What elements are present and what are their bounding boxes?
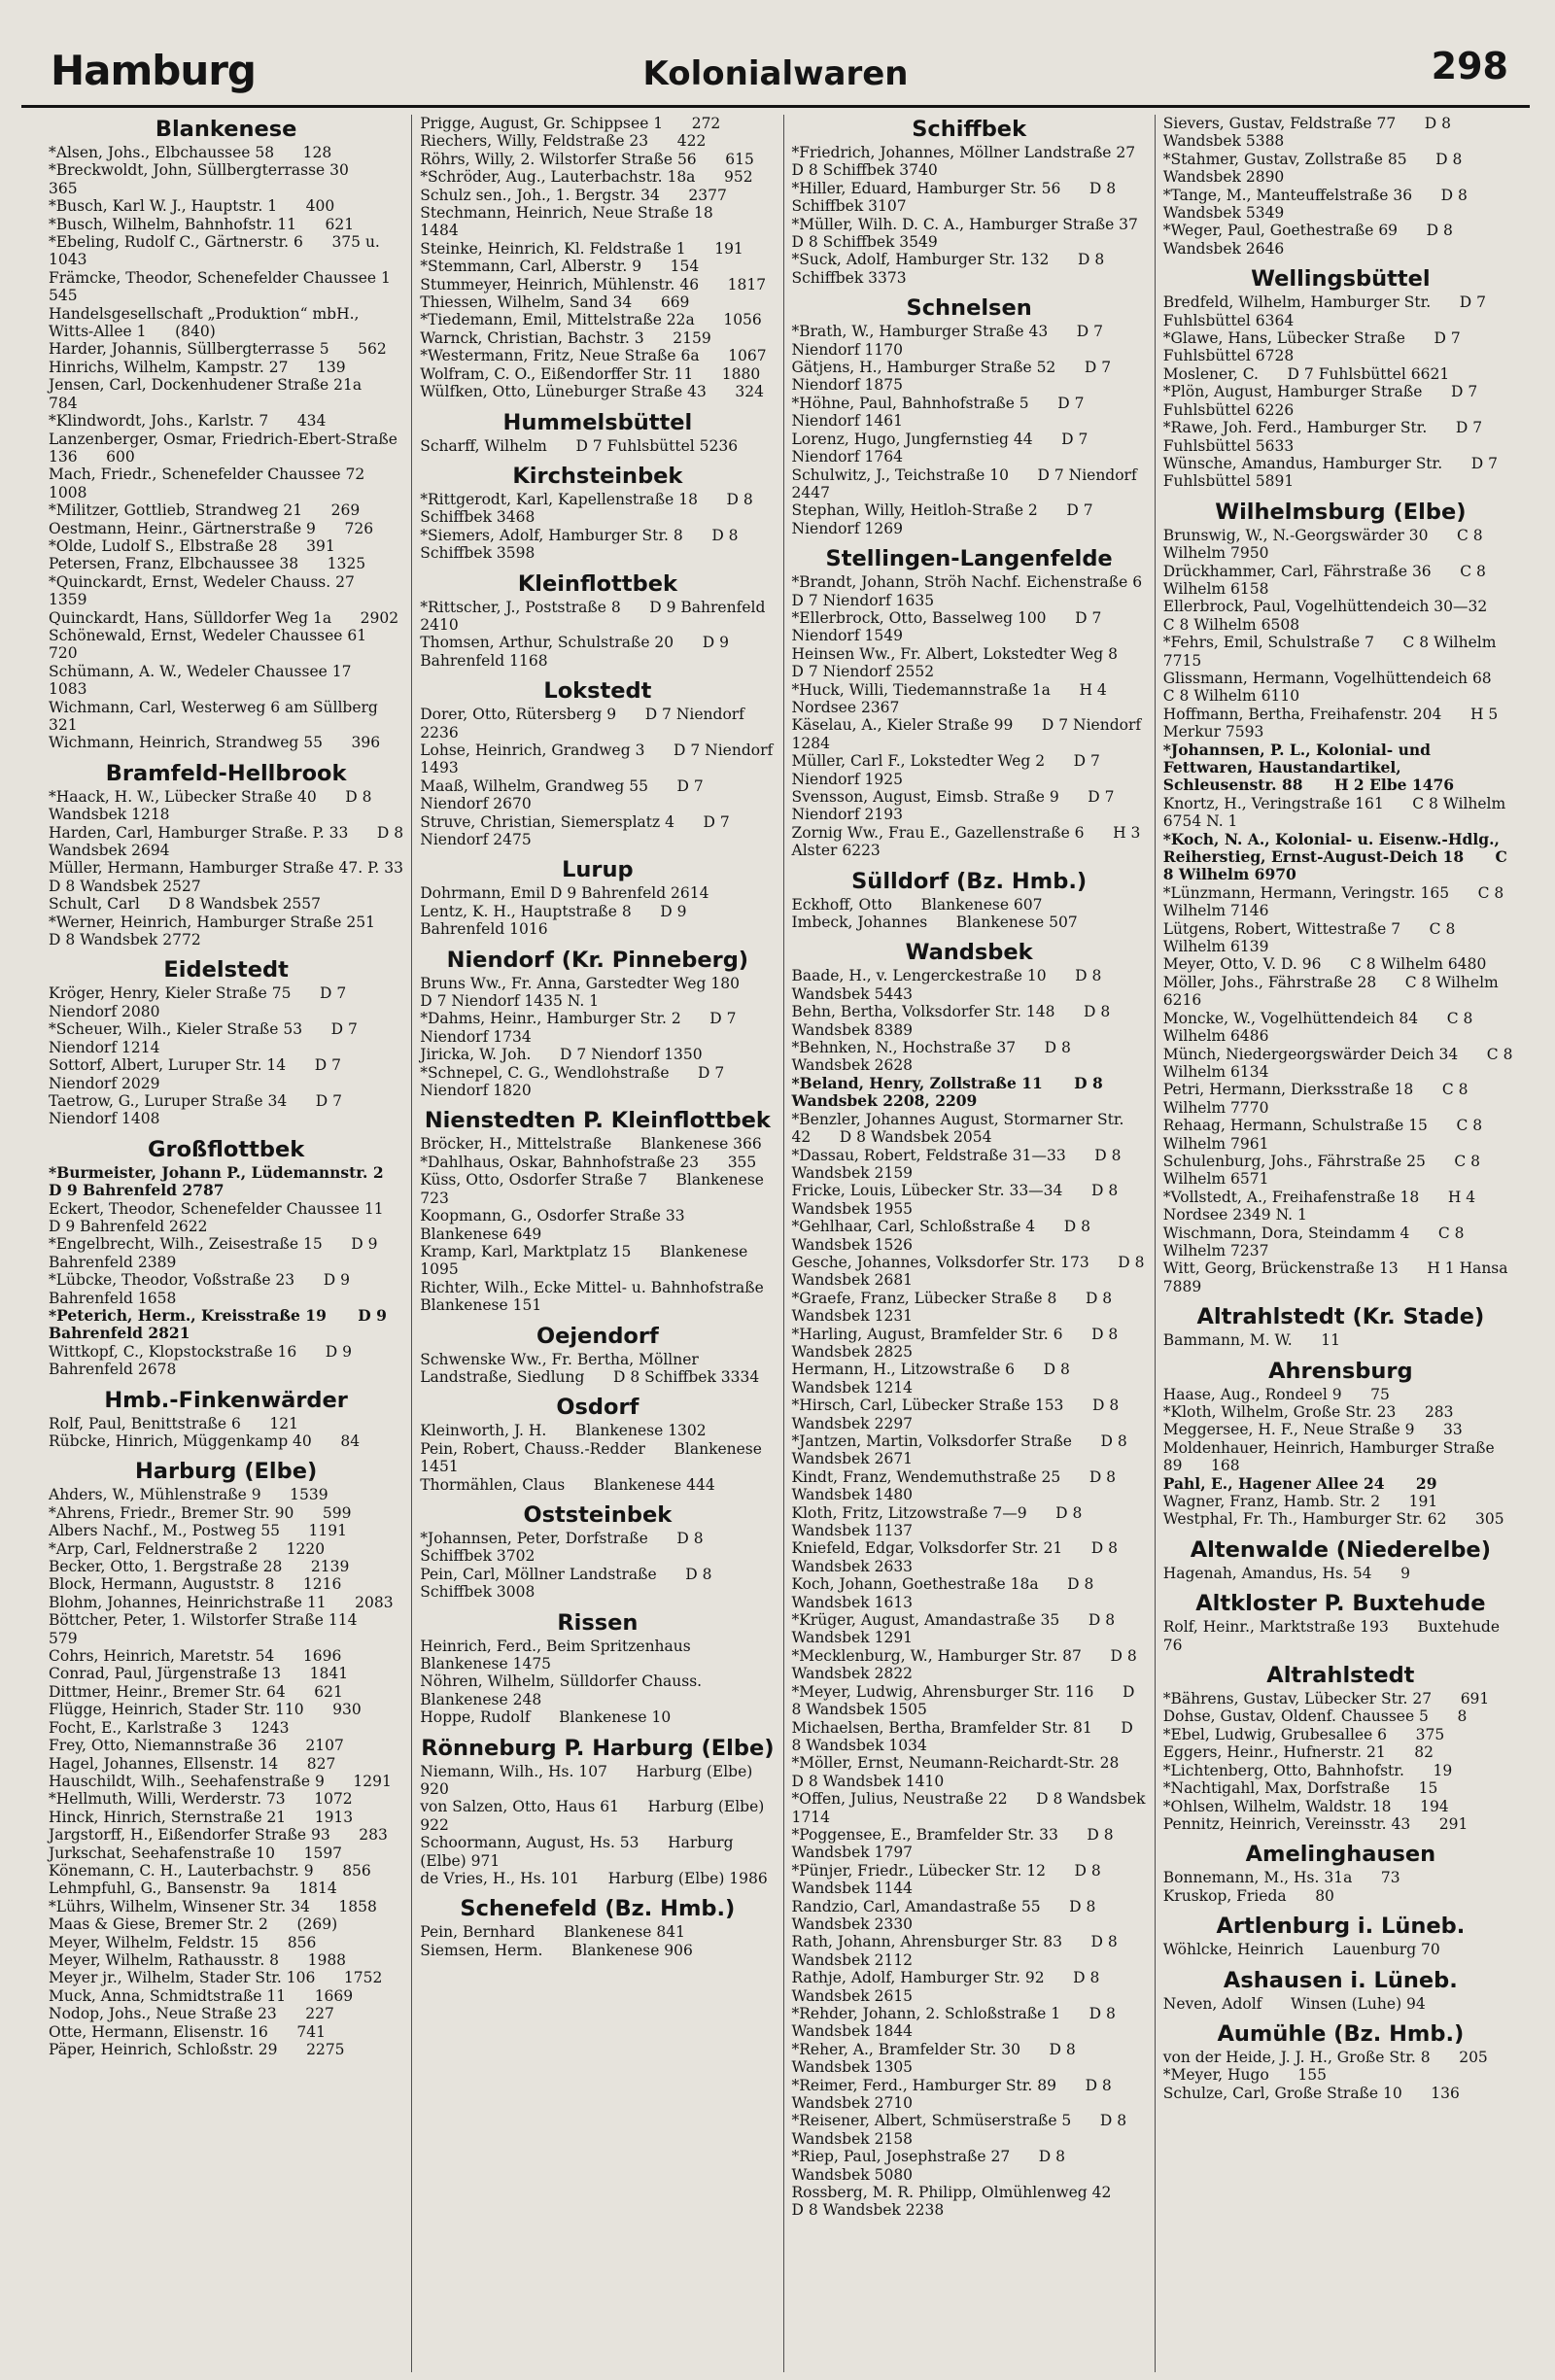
directory-entry: *Johannsen, Peter, Dorfstraße D 8 Schiffbek 3702 xyxy=(420,1529,708,1566)
directory-entry: *Johannsen, P. L., Kolonial- und Fettwaren, Haustandartikel, Schleusenstr. 88 H 2 Elbe 1476 xyxy=(1162,740,1455,795)
directory-entry: Schoormann, August, Hs. 53 Harburg (Elbe) 971 xyxy=(420,1834,739,1870)
directory-entry: Meyer jr., Wilhelm, Stader Str. 106 1752 xyxy=(49,1969,383,1987)
directory-entry: Gesche, Johannes, Volksdorfer Str. 173 D 8 Wandsbek 2681 xyxy=(791,1253,1150,1290)
directory-entry: *Tange, M., Manteuffelstraße 36 D 8 Wandsbek 5349 xyxy=(1162,186,1472,223)
directory-entry: Sottorf, Albert, Luruper Str. 14 D 7 Niendorf 2029 xyxy=(49,1056,346,1092)
directory-entry: Taetrow, G., Luruper Straße 34 D 7 Niendorf 1408 xyxy=(49,1091,347,1128)
directory-entry: Röhrs, Willy, 2. Wilstorfer Straße 56 615 xyxy=(420,150,754,168)
directory-entry: *Reimer, Ferd., Hamburger Str. 89 D 8 Wandsbek 2710 xyxy=(791,2076,1117,2113)
directory-entry: Pahl, E., Hagener Allee 24 29 xyxy=(1162,1473,1437,1493)
directory-entry: Schult, Carl D 8 Wandsbek 2557 xyxy=(49,895,322,914)
directory-entry: Thomsen, Arthur, Schulstraße 20 D 9 Bahrenfeld 1168 xyxy=(420,634,734,670)
directory-entry: Witt, Georg, Brückenstraße 13 H 1 Hansa 7889 xyxy=(1162,1259,1513,1295)
directory-entry: *Mecklenburg, W., Hamburger Str. 87 D 8 Wandsbek 2822 xyxy=(791,1646,1142,1683)
directory-entry: *Ellerbrock, Otto, Basselweg 100 D 7 Niendorf 1549 xyxy=(791,608,1107,645)
section-heading: Stellingen-Langenfelde xyxy=(825,546,1113,572)
directory-entry: *Siemers, Adolf, Hamburger Str. 8 D 8 Schiffbek 3598 xyxy=(420,526,743,563)
directory-entry: *Graefe, Franz, Lübecker Straße 8 D 8 Wandsbek 1231 xyxy=(791,1289,1118,1326)
directory-entry: Imbeck, Johannes Blankenese 507 xyxy=(791,914,1078,932)
directory-entry: Glissmann, Hermann, Vogelhüttendeich 68 C 8 Wilhelm 6110 xyxy=(1162,669,1521,706)
directory-entry: Warnck, Christian, Bachstr. 3 2159 xyxy=(420,328,711,347)
section-heading: Altkloster P. Buxtehude xyxy=(1195,1591,1486,1617)
directory-entry: Wittkopf, C., Klopstockstraße 16 D 9 Bahrenfeld 2678 xyxy=(49,1342,357,1379)
directory-entry: *Brandt, Johann, Ströh Nachf. Eichenstraße 6 D 7 Niendorf 1635 xyxy=(791,573,1171,609)
section-heading: Altrahlstedt xyxy=(1266,1663,1415,1689)
directory-entry: Block, Hermann, Auguststr. 8 1216 xyxy=(49,1575,342,1594)
directory-entry: Schulenburg, Johs., Fährstraße 25 C 8 Wilhelm 6571 xyxy=(1162,1152,1485,1189)
directory-entry: Schümann, A. W., Wedeler Chaussee 17 1083 xyxy=(49,662,381,699)
directory-entry: *Huck, Willi, Tiedemannstraße 1a H 4 Nordsee 2367 xyxy=(791,680,1112,716)
directory-entry: Rolf, Heinr., Marktstraße 193 Buxtehude 76 xyxy=(1162,1618,1504,1654)
directory-entry: Michaelsen, Bertha, Bramfelder Str. 81 D 8 Wandsbek 1034 xyxy=(791,1718,1138,1754)
directory-entry: Böttcher, Peter, 1. Wilstorfer Straße 114 579 xyxy=(49,1611,387,1647)
directory-entry: Wischmann, Dora, Steindamm 4 C 8 Wilhelm 7237 xyxy=(1162,1224,1469,1259)
directory-entry: Pein, Carl, Möllner Landstraße D 8 Schiffbek 3008 xyxy=(420,1565,717,1602)
directory-entry: *Breckwoldt, John, Süllbergterrasse 30 365 xyxy=(49,161,378,197)
directory-entry: Moncke, W., Vogelhüttendeich 84 C 8 Wilhelm 6486 xyxy=(1162,1009,1478,1046)
directory-entry: *Pünjer, Friedr., Lübecker Str. 12 D 8 Wandsbek 1144 xyxy=(791,1861,1106,1898)
directory-entry: *Kloth, Wilhelm, Große Str. 23 283 xyxy=(1162,1403,1454,1421)
section-heading: Altenwalde (Niederelbe) xyxy=(1190,1536,1491,1563)
directory-entry: Küss, Otto, Osdorfer Straße 7 Blankenese 723 xyxy=(420,1171,769,1207)
directory-entry: Eckert, Theodor, Schenefelder Chaussee 11 D 9 Bahrenfeld 2622 xyxy=(49,1199,413,1235)
directory-entry: *Lichtenberg, Otto, Bahnhofstr. 19 xyxy=(1162,1761,1453,1779)
directory-entry: Wichmann, Carl, Westerweg 6 am Süllberg 321 xyxy=(49,698,407,734)
directory-entry: Knortz, H., Veringstraße 161 C 8 Wilhelm 6754 N. 1 xyxy=(1162,794,1511,831)
directory-entry: *Plön, August, Hamburger Straße D 7 Fuhlsbüttel 6226 xyxy=(1162,383,1483,419)
directory-entry: Lütgens, Robert, Wittestraße 7 C 8 Wilhelm 6139 xyxy=(1162,919,1461,956)
directory-entry: *Friedrich, Johannes, Möllner Landstraße 27 D 8 Schiffbek 3740 xyxy=(791,144,1164,180)
directory-entry: Kruskop, Frieda 80 xyxy=(1162,1886,1334,1905)
section-heading: Bramfeld-Hellbrook xyxy=(105,760,347,786)
directory-entry: Meggersee, H. F., Neue Straße 9 33 xyxy=(1162,1421,1463,1439)
directory-entry: Hinck, Hinrich, Sternstraße 21 1913 xyxy=(49,1808,354,1826)
directory-entry: Neven, Adolf Winsen (Luhe) 94 xyxy=(1162,1994,1426,2013)
section-heading: Blankenese xyxy=(155,117,297,142)
directory-entry: Koch, Johann, Goethestraße 18a D 8 Wandsbek 1613 xyxy=(791,1575,1099,1611)
directory-entry: Nöhren, Wilhelm, Sülldorfer Chauss. Blankenese 248 xyxy=(420,1673,731,1708)
directory-entry: Hagenah, Amandus, Hs. 54 9 xyxy=(1162,1564,1410,1582)
directory-entry: Eggers, Heinr., Hufnerstr. 21 82 xyxy=(1162,1743,1434,1762)
directory-entry: *Militzer, Gottlieb, Strandweg 21 269 xyxy=(49,501,361,520)
directory-entry: *Nachtigahl, Max, Dorfstraße 15 xyxy=(1162,1779,1438,1798)
directory-entry: Oestmann, Heinr., Gärtnerstraße 9 726 xyxy=(49,519,374,537)
directory-entry: *Rittscher, J., Poststraße 8 D 9 Bahrenfeld 2410 xyxy=(420,598,771,634)
directory-entry: Baade, H., v. Lengerckestraße 10 D 8 Wandsbek 5443 xyxy=(791,967,1107,1003)
directory-entry: *Arp, Carl, Feldnerstraße 2 1220 xyxy=(49,1539,326,1558)
directory-entry: Dorer, Otto, Rütersberg 9 D 7 Niendorf 2236 xyxy=(420,706,749,742)
column-2 xyxy=(411,115,793,2372)
directory-entry: Fricke, Louis, Lübecker Str. 33—34 D 8 Wandsbek 1955 xyxy=(791,1182,1123,1218)
directory-entry: Wagner, Franz, Hamb. Str. 2 191 xyxy=(1162,1493,1438,1511)
directory-entry: *Hirsch, Carl, Lübecker Straße 153 D 8 Wandsbek 2297 xyxy=(791,1397,1124,1432)
directory-entry: Rossberg, M. R. Philipp, Olmühlenweg 42 D 8 Wandsbek 2238 xyxy=(791,2184,1140,2220)
directory-entry: *Meyer, Ludwig, Ahrensburger Str. 116 D 8 Wandsbek 1505 xyxy=(791,1682,1140,1719)
directory-entry: Wünsche, Amandus, Hamburger Str. D 7 Fuhlsbüttel 5891 xyxy=(1162,454,1503,491)
directory-entry: *Beland, Henry, Zollstraße 11 D 8 Wandsbek 2208, 2209 xyxy=(791,1073,1109,1111)
section-heading: Großflottbek xyxy=(148,1136,305,1162)
directory-entry: Svensson, August, Eimsb. Straße 9 D 7 Niendorf 2193 xyxy=(791,788,1120,824)
directory-entry: Wolfram, C. O., Eißendorffer Str. 11 1880 xyxy=(420,364,761,383)
directory-entry: Meyer, Wilhelm, Feldstr. 15 856 xyxy=(49,1933,317,1951)
page-number: 298 xyxy=(1431,45,1508,87)
directory-entry: Westphal, Fr. Th., Hamburger Str. 62 305 xyxy=(1162,1510,1504,1529)
directory-entry: Jargstorff, H., Eißendorfer Straße 93 283 xyxy=(49,1826,388,1845)
section-heading: Lurup xyxy=(562,857,634,883)
directory-columns xyxy=(41,115,1526,2372)
directory-entry: Moslener, C. D 7 Fuhlsbüttel 6621 xyxy=(1162,364,1450,383)
directory-entry: Hagel, Johannes, Ellsenstr. 14 827 xyxy=(49,1754,336,1773)
directory-entry: *Werner, Heinrich, Hamburger Straße 251 D 8 Wandsbek 2772 xyxy=(49,913,404,949)
directory-entry: *Peterich, Herm., Kreisstraße 19 D 9 Bahrenfeld 2821 xyxy=(49,1305,393,1343)
directory-entry: *Busch, Karl W. J., Hauptstr. 1 400 xyxy=(49,197,335,216)
directory-entry: *Reisener, Albert, Schmüserstraße 5 D 8 Wandsbek 2158 xyxy=(791,2112,1131,2148)
directory-entry: Stummeyer, Heinrich, Mühlenstr. 46 1817 xyxy=(420,275,767,293)
directory-entry: Lohse, Heinrich, Grandweg 3 D 7 Niendorf 1493 xyxy=(420,741,778,777)
directory-entry: Rehaag, Hermann, Schulstraße 15 C 8 Wilhelm 7961 xyxy=(1162,1117,1488,1153)
directory-entry: Petri, Hermann, Dierksstraße 18 C 8 Wilhelm 7770 xyxy=(1162,1081,1473,1117)
directory-entry: Becker, Otto, 1. Bergstraße 28 2139 xyxy=(49,1558,350,1576)
directory-entry: Schulze, Carl, Große Straße 10 136 xyxy=(1162,2084,1460,2102)
directory-entry: *Gehlhaar, Carl, Schloßstraße 4 D 8 Wandsbek 1526 xyxy=(791,1218,1095,1254)
section-heading: Rönneburg P. Harburg (Elbe) xyxy=(421,1735,775,1761)
directory-entry: Hermann, H., Litzowstraße 6 D 8 Wandsbek 1214 xyxy=(791,1361,1075,1397)
section-heading: Schenefeld (Bz. Hmb.) xyxy=(460,1896,736,1922)
directory-entry: *Dahlhaus, Oskar, Bahnhofstraße 23 355 xyxy=(420,1153,757,1171)
directory-entry: *Poggensee, E., Bramfelder Str. 33 D 8 Wandsbek 1797 xyxy=(791,1825,1119,1862)
directory-entry: *Meyer, Hugo 155 xyxy=(1162,2066,1327,2085)
directory-entry: Bonnemann, M., Hs. 31a 73 xyxy=(1162,1869,1400,1887)
directory-entry: *Riep, Paul, Josephstraße 27 D 8 Wandsbek 5080 xyxy=(791,2148,1070,2184)
directory-entry: Käselau, A., Kieler Straße 99 D 7 Niendorf 1284 xyxy=(791,716,1147,752)
directory-entry: Maas & Giese, Bremer Str. 2 (269) xyxy=(49,1915,338,1934)
directory-entry: Lanzenberger, Osmar, Friedrich-Ebert-Straße 136 600 xyxy=(49,430,402,466)
directory-entry: Sievers, Gustav, Feldstraße 77 D 8 Wandsbek 5388 xyxy=(1162,115,1456,151)
directory-entry: Schönewald, Ernst, Wedeler Chaussee 61 720 xyxy=(49,626,396,663)
directory-entry: Könemann, C. H., Lauterbachstr. 9 856 xyxy=(49,1861,371,1880)
directory-entry: Behn, Bertha, Volksdorfer Str. 148 D 8 Wandsbek 8389 xyxy=(791,1003,1116,1039)
column-1 xyxy=(41,115,432,2372)
category-heading: Kolonialwaren xyxy=(642,54,909,93)
section-heading: Nienstedten P. Kleinflottbek xyxy=(424,1108,771,1134)
directory-entry: Wülfken, Otto, Lüneburger Straße 43 324 xyxy=(420,383,764,401)
directory-entry: Lentz, K. H., Hauptstraße 8 D 9 Bahrenfeld 1016 xyxy=(420,902,692,939)
directory-entry: Dohse, Gustav, Oldenf. Chaussee 5 8 xyxy=(1162,1707,1468,1726)
directory-entry: Quinckardt, Hans, Sülldorfer Weg 1a 2902 xyxy=(49,608,399,627)
section-heading: Aumühle (Bz. Hmb.) xyxy=(1217,2020,1465,2047)
directory-entry: Lehmpfuhl, G., Bansenstr. 9a 1814 xyxy=(49,1880,337,1898)
directory-entry: Ellerbrock, Paul, Vogelhüttendeich 30—32 C 8 Wilhelm 6508 xyxy=(1162,598,1516,634)
directory-entry: Meyer, Otto, V. D. 96 C 8 Wilhelm 6480 xyxy=(1162,955,1487,974)
directory-entry: Drückhammer, Carl, Fährstraße 36 C 8 Wilhelm 6158 xyxy=(1162,562,1491,598)
directory-entry: *Lübcke, Theodor, Voßstraße 23 D 9 Bahrenfeld 1658 xyxy=(49,1271,355,1307)
section-heading: Altrahlstedt (Kr. Stade) xyxy=(1196,1304,1485,1330)
directory-entry: Mach, Friedr., Schenefelder Chaussee 72 1008 xyxy=(49,466,394,501)
section-heading: Hummelsbüttel xyxy=(502,409,693,435)
section-heading: Wandsbek xyxy=(905,940,1033,966)
directory-entry: Hinrichs, Wilhelm, Kampstr. 27 139 xyxy=(49,358,346,376)
directory-entry: *Behnken, N., Hochstraße 37 D 8 Wandsbek 2628 xyxy=(791,1039,1076,1075)
directory-entry: *Stahmer, Gustav, Zollstraße 85 D 8 Wandsbek 2890 xyxy=(1162,150,1468,187)
directory-entry: Kröger, Henry, Kieler Straße 75 D 7 Niendorf 2080 xyxy=(49,984,352,1020)
directory-entry: Rathje, Adolf, Hamburger Str. 92 D 8 Wandsbek 2615 xyxy=(791,1969,1105,2005)
section-heading: Hmb.-Finkenwärder xyxy=(104,1387,348,1413)
directory-entry: Maaß, Wilhelm, Grandweg 55 D 7 Niendorf 2670 xyxy=(420,776,708,813)
directory-entry: Gätjens, H., Hamburger Straße 52 D 7 Niendorf 1875 xyxy=(791,359,1117,395)
city-heading: Hamburg xyxy=(51,47,256,94)
directory-entry: Hoppe, Rudolf Blankenese 10 xyxy=(420,1708,672,1727)
directory-entry: *Schnepel, C. G., Wendlohstraße D 7 Niendorf 1820 xyxy=(420,1063,730,1100)
column-4 xyxy=(1155,115,1526,2372)
directory-entry: Främcke, Theodor, Schenefelder Chaussee 1 545 xyxy=(49,268,420,305)
directory-entry: Schulz sen., Joh., 1. Bergstr. 34 2377 xyxy=(420,186,727,204)
directory-entry: Rath, Johann, Ahrensburger Str. 83 D 8 Wandsbek 2112 xyxy=(791,1933,1123,1969)
directory-entry: Kindt, Franz, Wendemuthstraße 25 D 8 Wandsbek 1480 xyxy=(791,1467,1121,1504)
directory-entry: *Dassau, Robert, Feldstraße 31—33 D 8 Wandsbek 2159 xyxy=(791,1146,1126,1182)
directory-entry: Jensen, Carl, Dockenhudener Straße 21a 784 xyxy=(49,376,391,412)
directory-entry: de Vries, H., Hs. 101 Harburg (Elbe) 1986 xyxy=(420,1870,768,1888)
directory-entry: *Dahms, Heinr., Hamburger Str. 2 D 7 Niendorf 1734 xyxy=(420,1010,742,1046)
directory-entry: Muck, Anna, Schmidtstraße 11 1669 xyxy=(49,1986,354,2005)
directory-entry: Struve, Christian, Siemersplatz 4 D 7 Niendorf 2475 xyxy=(420,812,735,848)
directory-entry: *Möller, Ernst, Neumann-Reichardt-Str. 28 D 8 Wandsbek 1410 xyxy=(791,1754,1148,1790)
directory-entry: Albers Nachf., M., Postweg 55 1191 xyxy=(49,1522,347,1540)
directory-entry: *Busch, Wilhelm, Bahnhofstr. 11 621 xyxy=(49,215,355,233)
directory-entry: *Stemmann, Carl, Alberstr. 9 154 xyxy=(420,258,700,276)
directory-entry: *Krüger, August, Amandastraße 35 D 8 Wandsbek 1291 xyxy=(791,1611,1120,1647)
directory-entry: *Rehder, Johann, 2. Schloßstraße 1 D 8 Wandsbek 1844 xyxy=(791,2005,1121,2041)
section-heading: Schnelsen xyxy=(906,295,1032,322)
directory-entry: Lorenz, Hugo, Jungfernstieg 44 D 7 Niendorf 1764 xyxy=(791,430,1093,466)
directory-entry: Dittmer, Heinr., Bremer Str. 64 621 xyxy=(49,1682,343,1701)
section-heading: Wilhelmsburg (Elbe) xyxy=(1215,499,1467,525)
section-heading: Amelinghausen xyxy=(1245,1842,1436,1868)
directory-entry: *Koch, N. A., Kolonial- u. Eisenw.-Hdlg., Reiherstieg, Ernst-August-Deich 18 C 8 Wilhelm 6970 xyxy=(1162,829,1513,884)
directory-entry: Prigge, August, Gr. Schippsee 1 272 xyxy=(420,115,721,132)
directory-entry: Schwenske Ww., Fr. Bertha, Möllner Landstraße, Siedlung D 8 Schiffbek 3334 xyxy=(420,1350,760,1386)
directory-entry: Haase, Aug., Rondeel 9 75 xyxy=(1162,1385,1390,1403)
section-heading: Schiffbek xyxy=(912,117,1027,142)
directory-entry: Müller, Hermann, Hamburger Straße 47. P. 33 D 8 Wandsbek 2527 xyxy=(49,859,432,895)
section-heading: Lokstedt xyxy=(543,678,652,705)
directory-entry: Kleinworth, J. H. Blankenese 1302 xyxy=(420,1422,707,1440)
directory-entry: Päper, Heinrich, Schloßstr. 29 2275 xyxy=(49,2041,345,2058)
directory-entry: Heinsen Ww., Fr. Albert, Lokstedter Weg 8 D 7 Niendorf 2552 xyxy=(791,644,1147,681)
directory-entry: Stephan, Willy, Heitloh-Straße 2 D 7 Niendorf 1269 xyxy=(791,501,1098,537)
directory-entry: Eckhoff, Otto Blankenese 607 xyxy=(791,895,1043,914)
directory-entry: *Brath, W., Hamburger Straße 43 D 7 Niendorf 1170 xyxy=(791,323,1108,359)
directory-entry: *Hiller, Eduard, Hamburger Str. 56 D 8 Schiffbek 3107 xyxy=(791,179,1122,216)
section-heading: Sülldorf (Bz. Hmb.) xyxy=(851,868,1088,894)
directory-entry: *Lührs, Wilhelm, Winsener Str. 34 1858 xyxy=(49,1897,377,1915)
directory-entry: *Offen, Julius, Neustraße 22 D 8 Wandsbek 1714 xyxy=(791,1790,1151,1826)
directory-entry: Wichmann, Heinrich, Strandweg 55 396 xyxy=(49,734,381,752)
directory-entry: Harder, Johannis, Süllbergterrasse 5 562 xyxy=(49,340,387,359)
directory-entry: Bredfeld, Wilhelm, Hamburger Str. D 7 Fuhlsbüttel 6364 xyxy=(1162,293,1491,329)
section-heading: Ashausen i. Lüneb. xyxy=(1223,1967,1458,1993)
directory-entry: *Weger, Paul, Goethestraße 69 D 8 Wandsbek 2646 xyxy=(1162,222,1458,258)
directory-entry: *Rawe, Joh. Ferd., Hamburger Str. D 7 Fuhlsbüttel 5633 xyxy=(1162,419,1488,455)
directory-entry: *Schröder, Aug., Lauterbachstr. 18a 952 xyxy=(420,168,753,187)
directory-entry: Randzio, Carl, Amandastraße 55 D 8 Wandsbek 2330 xyxy=(791,1897,1101,1933)
directory-entry: *Haack, H. W., Lübecker Straße 40 D 8 Wandsbek 1218 xyxy=(49,787,377,824)
directory-entry: *Suck, Adolf, Hamburger Str. 132 D 8 Schiffbek 3373 xyxy=(791,251,1110,287)
directory-entry: Otte, Hermann, Elisenstr. 16 741 xyxy=(49,2022,327,2041)
directory-entry: Kramp, Karl, Marktplatz 15 Blankenese 1095 xyxy=(420,1242,753,1279)
section-heading: Eidelstedt xyxy=(163,957,289,983)
directory-entry: Rübcke, Hinrich, Müggenkamp 40 84 xyxy=(49,1432,361,1450)
section-heading: Ahrensburg xyxy=(1268,1358,1413,1384)
directory-entry: Pein, Robert, Chauss.-Redder Blankenese 1451 xyxy=(420,1439,767,1476)
section-heading: Oststeinbek xyxy=(523,1501,673,1528)
directory-entry: Riechers, Willy, Feldstraße 23 422 xyxy=(420,132,707,151)
directory-entry: Harden, Carl, Hamburger Straße. P. 33 D 8 Wandsbek 2694 xyxy=(49,823,409,860)
directory-entry: Koopmann, G., Osdorfer Straße 33 Blankenese 649 xyxy=(420,1207,714,1243)
directory-entry: Dohrmann, Emil D 9 Bahrenfeld 2614 xyxy=(420,884,709,903)
directory-entry: Focht, E., Karlstraße 3 1243 xyxy=(49,1718,290,1737)
directory-entry: *Müller, Wilh. D. C. A., Hamburger Straße 37 D 8 Schiffbek 3549 xyxy=(791,215,1167,252)
directory-entry: Jurkschat, Seehafenstraße 10 1597 xyxy=(49,1844,343,1862)
directory-entry: *Ohlsen, Wilhelm, Waldstr. 18 194 xyxy=(1162,1797,1449,1815)
directory-entry: Nodop, Johs., Neue Straße 23 227 xyxy=(49,2005,334,2023)
directory-entry: Stechmann, Heinrich, Neue Straße 18 1484 xyxy=(420,204,743,240)
directory-entry: *Engelbrecht, Wilh., Zeisestraße 15 D 9 Bahrenfeld 2389 xyxy=(49,1235,383,1271)
directory-entry: *Olde, Ludolf S., Elbstraße 28 391 xyxy=(49,536,335,555)
directory-entry: Bröcker, H., Mittelstraße Blankenese 366 xyxy=(420,1135,762,1154)
directory-entry: Hauschildt, Wilh., Seehafenstraße 9 1291 xyxy=(49,1772,392,1790)
directory-entry: *Klindwordt, Johs., Karlstr. 7 434 xyxy=(49,412,327,431)
section-heading: Wellingsbüttel xyxy=(1251,266,1431,293)
directory-entry: Kloth, Fritz, Litzowstraße 7—9 D 8 Wandsbek 1137 xyxy=(791,1503,1088,1540)
directory-entry: Conrad, Paul, Jürgenstraße 13 1841 xyxy=(49,1665,349,1683)
directory-entry: Siemsen, Herm. Blankenese 906 xyxy=(420,1941,693,1959)
directory-entry: Cohrs, Heinrich, Maretstr. 54 1696 xyxy=(49,1647,342,1666)
section-heading: Osdorf xyxy=(556,1395,639,1421)
directory-entry: *Ahrens, Friedr., Bremer Str. 90 599 xyxy=(49,1503,352,1522)
directory-entry: *Tiedemann, Emil, Mittelstraße 22a 1056 xyxy=(420,311,762,329)
directory-entry: Brunswig, W., N.-Georgswärder 30 C 8 Wilhelm 7950 xyxy=(1162,526,1488,563)
section-heading: Oejendorf xyxy=(536,1323,659,1349)
directory-entry: Rolf, Paul, Benittstraße 6 121 xyxy=(49,1414,299,1432)
directory-entry: *Lünzmann, Hermann, Veringstr. 165 C 8 Wilhelm 7146 xyxy=(1162,883,1509,920)
directory-entry: *Hellmuth, Willi, Werderstr. 73 1072 xyxy=(49,1790,353,1809)
directory-entry: *Höhne, Paul, Bahnhofstraße 5 D 7 Niendorf 1461 xyxy=(791,394,1089,431)
directory-entry: *Rittgerodt, Karl, Kapellenstraße 18 D 8 Schiffbek 3468 xyxy=(420,490,758,527)
directory-entry: Bammann, M. W. 11 xyxy=(1162,1331,1340,1350)
directory-entry: *Harling, August, Bramfelder Str. 6 D 8 Wandsbek 2825 xyxy=(791,1325,1123,1361)
directory-entry: *Fehrs, Emil, Schulstraße 7 C 8 Wilhelm 7715 xyxy=(1162,634,1502,670)
directory-entry: Heinrich, Ferd., Beim Spritzenhaus Blankenese 1475 xyxy=(420,1637,720,1673)
section-heading: Harburg (Elbe) xyxy=(134,1459,318,1485)
directory-entry: Thormählen, Claus Blankenese 444 xyxy=(420,1475,715,1494)
directory-entry: Moldenhauer, Heinrich, Hamburger Straße 89 168 xyxy=(1162,1438,1500,1475)
column-3 xyxy=(783,115,1171,2372)
directory-entry: *Vollstedt, A., Freihafenstraße 18 H 4 Nordsee 2349 N. 1 xyxy=(1162,1188,1481,1224)
section-heading: Rissen xyxy=(557,1609,639,1636)
directory-entry: *Quinckardt, Ernst, Wedeler Chauss. 27 1359 xyxy=(49,572,384,609)
directory-entry: *Glawe, Hans, Lübecker Straße D 7 Fuhlsbüttel 6728 xyxy=(1162,329,1466,365)
directory-entry: Flügge, Heinrich, Stader Str. 110 930 xyxy=(49,1701,362,1719)
directory-entry: Pein, Bernhard Blankenese 841 xyxy=(420,1923,685,1942)
directory-entry: Pennitz, Heinrich, Vereinsstr. 43 291 xyxy=(1162,1814,1469,1833)
directory-entry: Petersen, Franz, Elbchaussee 38 1325 xyxy=(49,555,366,573)
directory-entry: *Westermann, Fritz, Neue Straße 6a 1067 xyxy=(420,347,767,365)
directory-entry: Richter, Wilh., Ecke Mittel- u. Bahnhofstraße Blankenese 151 xyxy=(420,1278,793,1315)
section-heading: Kirchsteinbek xyxy=(512,463,683,489)
directory-entry: Blohm, Johannes, Heinrichstraße 11 2083 xyxy=(49,1593,394,1611)
directory-entry: Frey, Otto, Niemannstraße 36 2107 xyxy=(49,1737,344,1755)
directory-entry: *Reher, A., Bramfelder Str. 30 D 8 Wandsbek 1305 xyxy=(791,2040,1081,2077)
directory-entry: *Ebeling, Rudolf C., Gärtnerstr. 6 375 u. 1043 xyxy=(49,233,385,269)
directory-entry: Jiricka, W. Joh. D 7 Niendorf 1350 xyxy=(420,1046,703,1064)
directory-entry: Hoffmann, Bertha, Freihafenstr. 204 H 5 Merkur 7593 xyxy=(1162,705,1503,742)
directory-entry: Bruns Ww., Fr. Anna, Garstedter Weg 180 D 7 Niendorf 1435 N. 1 xyxy=(420,974,769,1011)
directory-entry: Möller, Johs., Fährstraße 28 C 8 Wilhelm 6216 xyxy=(1162,973,1503,1010)
directory-entry: *Ebel, Ludwig, Grubesallee 6 375 xyxy=(1162,1725,1445,1743)
directory-entry: Ahders, W., Mühlenstraße 9 1539 xyxy=(49,1486,328,1504)
directory-entry: *Bährens, Gustav, Lübecker Str. 27 691 xyxy=(1162,1690,1490,1708)
directory-entry: Zornig Ww., Frau E., Gazellenstraße 6 H 3 Alster 6223 xyxy=(791,823,1146,860)
directory-entry: Scharff, Wilhelm D 7 Fuhlsbüttel 5236 xyxy=(420,436,739,455)
directory-entry: Niemann, Wilh., Hs. 107 Harburg (Elbe) 920 xyxy=(420,1762,758,1799)
directory-entry: Müller, Carl F., Lokstedter Weg 2 D 7 Niendorf 1925 xyxy=(791,752,1105,788)
page-header xyxy=(21,41,1530,108)
section-heading: Kleinflottbek xyxy=(517,570,677,597)
directory-entry: *Alsen, Johs., Elbchaussee 58 128 xyxy=(49,144,332,161)
directory-entry: Thiessen, Wilhelm, Sand 34 669 xyxy=(420,293,690,312)
directory-entry: Handelsgesellschaft „Produktion“ mbH., Witts-Allee 1 (840) xyxy=(49,304,364,341)
directory-entry: Meyer, Wilhelm, Rathausstr. 8 1988 xyxy=(49,1950,347,1969)
directory-entry: Schulwitz, J., Teichstraße 10 D 7 Niendorf 2447 xyxy=(791,466,1142,501)
directory-entry: *Scheuer, Wilh., Kieler Straße 53 D 7 Niendorf 1214 xyxy=(49,1020,363,1056)
directory-entry: *Jantzen, Martin, Volksdorfer Straße D 8 Wandsbek 2671 xyxy=(791,1432,1132,1468)
directory-entry: von Salzen, Otto, Haus 61 Harburg (Elbe) 922 xyxy=(420,1798,770,1834)
directory-entry: Steinke, Heinrich, Kl. Feldstraße 1 191 xyxy=(420,239,743,258)
directory-entry: Münch, Niedergeorgswärder Deich 34 C 8 Wilhelm 6134 xyxy=(1162,1045,1518,1081)
directory-entry: *Benzler, Johannes August, Stormarner Str. 42 D 8 Wandsbek 2054 xyxy=(791,1110,1129,1147)
section-heading: Artlenburg i. Lüneb. xyxy=(1216,1914,1466,1940)
directory-entry: von der Heide, J. J. H., Große Str. 8 205 xyxy=(1162,2048,1488,2066)
section-heading: Niendorf (Kr. Pinneberg) xyxy=(446,947,749,973)
directory-entry: Kniefeld, Edgar, Volksdorfer Str. 21 D 8 Wandsbek 2633 xyxy=(791,1539,1123,1575)
directory-entry: Wöhlcke, Heinrich Lauenburg 70 xyxy=(1162,1941,1440,1959)
directory-entry: *Burmeister, Johann P., Lüdemannstr. 2 D 9 Bahrenfeld 2787 xyxy=(49,1162,416,1200)
